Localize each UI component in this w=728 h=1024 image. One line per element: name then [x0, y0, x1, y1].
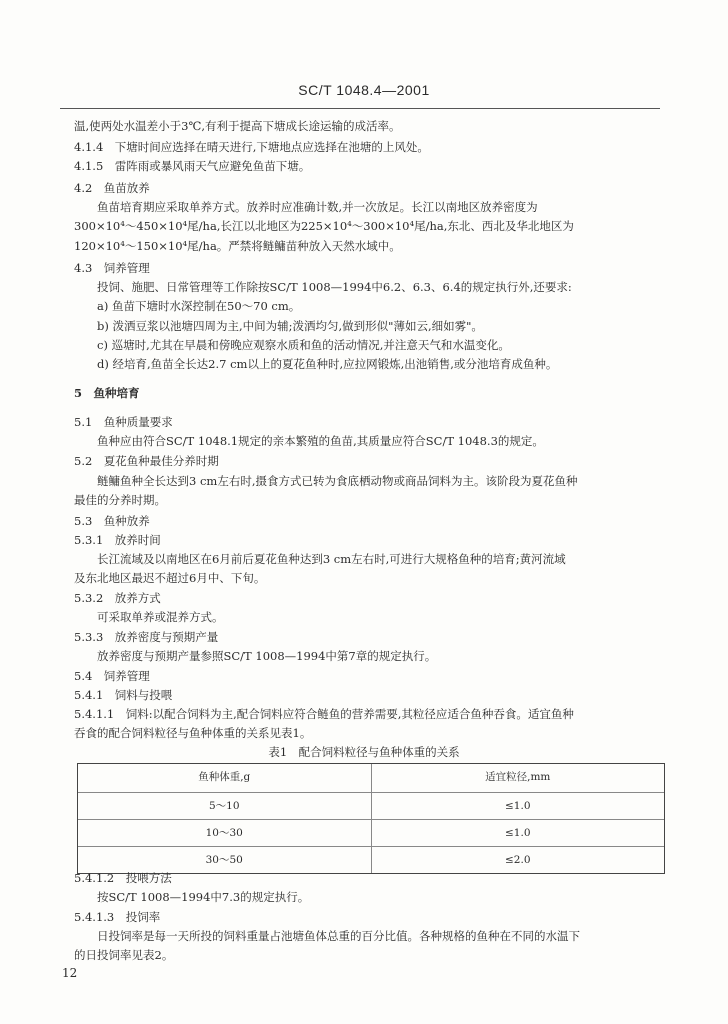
section-5-1-heading: 5.1 鱼种质量要求 — [74, 415, 173, 429]
table-cell: ≤2.0 — [505, 854, 531, 866]
body-line: 温,使两处水温差小于3℃,有利于提高下塘成长途运输的成活率。 — [74, 119, 401, 133]
table-caption: 表1 配合饲料粒径与鱼种体重的关系 — [268, 745, 460, 759]
chapter-5-heading: 5 鱼种培育 — [74, 386, 140, 400]
table-cell: ≤1.0 — [505, 800, 531, 812]
section-5-2-heading: 5.2 夏花鱼种最佳分养时期 — [74, 454, 219, 468]
body-line: 吞食的配合饲料粒径与鱼种体重的关系见表1。 — [74, 726, 312, 740]
list-item-d: d) 经培育,鱼苗全长达2.7 cm以上的夏花鱼种时,应拉网锻炼,出池销售,或分池培育成鱼种。 — [97, 357, 558, 371]
page-number: 12 — [62, 966, 78, 980]
data-table — [77, 763, 665, 874]
section-4-2-heading: 4.2 鱼苗放养 — [74, 181, 150, 195]
section-5-3-2-heading: 5.3.2 放养方式 — [74, 591, 161, 605]
table-row — [78, 792, 664, 819]
body-line: 放养密度与预期产量参照SC/T 1008—1994中第7章的规定执行。 — [97, 649, 437, 663]
body-line: 120×10⁴～150×10⁴尾/ha。严禁将鲢鳙苗种放入天然水域中。 — [74, 239, 401, 253]
table-cell: 5～10 — [78, 793, 372, 819]
section-5-3-heading: 5.3 鱼种放养 — [74, 514, 150, 528]
table-cell: 10～30 — [78, 820, 372, 846]
list-item-a: a) 鱼苗下塘时水深控制在50～70 cm。 — [97, 299, 301, 313]
section-5-4-1-2-heading: 5.4.1.2 投喂方法 — [74, 871, 172, 885]
body-line: 鱼种应由符合SC/T 1048.1规定的亲本繁殖的鱼苗,其质量应符合SC/T 1048.3的规定。 — [97, 434, 544, 448]
section-5-4-1-heading: 5.4.1 饲料与投喂 — [74, 688, 173, 702]
list-item-b: b) 泼洒豆浆以池塘四周为主,中间为辅;泼洒均匀,做到形似"薄如云,细如雾"。 — [97, 319, 483, 333]
section-4-1-4: 4.1.4 下塘时间应选择在晴天进行,下塘地点应选择在池塘的上风处。 — [74, 140, 429, 154]
document-header-code: SC/T 1048.4—2001 — [298, 82, 430, 98]
section-5-4-1-3-heading: 5.4.1.3 投饲率 — [74, 910, 161, 924]
body-line: 长江流域及以南地区在6月前后夏花鱼种达到3 cm左右时,可进行大规格鱼种的培育;黄河流域 — [97, 552, 566, 566]
body-line: 的日投饲率见表2。 — [74, 948, 174, 962]
table-row — [78, 819, 664, 846]
body-line: 投饲、施肥、日常管理等工作除按SC/T 1008—1994中6.2、6.3、6.4的规定执行外,还要求: — [97, 280, 572, 294]
table-header-row — [78, 764, 664, 792]
table-cell: 30～50 — [78, 847, 372, 873]
section-4-3-heading: 4.3 饲养管理 — [74, 261, 150, 275]
body-line: 日投饲率是每一天所投的饲料重量占池塘鱼体总重的百分比值。各种规格的鱼种在不同的水温下 — [97, 929, 580, 943]
list-item-c: c) 巡塘时,尤其在早晨和傍晚应观察水质和鱼的活动情况,并注意天气和水温变化。 — [97, 338, 510, 352]
body-line: 鲢鳙鱼种全长达到3 cm左右时,摄食方式已转为食底栖动物或商品饲料为主。该阶段为夏花鱼种 — [97, 474, 578, 488]
body-line: 最佳的分养时期。 — [74, 493, 166, 507]
body-line: 按SC/T 1008—1994中7.3的规定执行。 — [97, 890, 310, 904]
body-line: 及东北地区最迟不超过6月中、下旬。 — [74, 571, 266, 585]
header-rule — [60, 108, 660, 109]
table-cell: ≤1.0 — [505, 827, 531, 839]
section-5-3-1-heading: 5.3.1 放养时间 — [74, 533, 161, 547]
section-5-4-heading: 5.4 饲养管理 — [74, 669, 150, 683]
table-header-cell: 鱼种体重,g — [78, 764, 372, 792]
body-line: 可采取单养或混养方式。 — [97, 610, 224, 624]
body-line: 300×10⁴～450×10⁴尾/ha,长江以北地区为225×10⁴～300×10⁴尾/ha,东北、西北及华北地区为 — [74, 219, 574, 233]
body-line: 鱼苗培育期应采取单养方式。放养时应准确计数,并一次放足。长江以南地区放养密度为 — [97, 200, 538, 214]
section-5-3-3-heading: 5.3.3 放养密度与预期产量 — [74, 630, 219, 644]
table-row — [78, 846, 664, 873]
section-4-1-5: 4.1.5 雷阵雨或暴风雨天气应避免鱼苗下塘。 — [74, 159, 311, 173]
section-5-4-1-1: 5.4.1.1 饲料:以配合饲料为主,配合饲料应符合鲢鱼的营养需要,其粒径应适合鱼种吞食。适宜鱼种 — [74, 707, 574, 721]
table-header-cell: 适宜粒径,mm — [485, 771, 551, 783]
